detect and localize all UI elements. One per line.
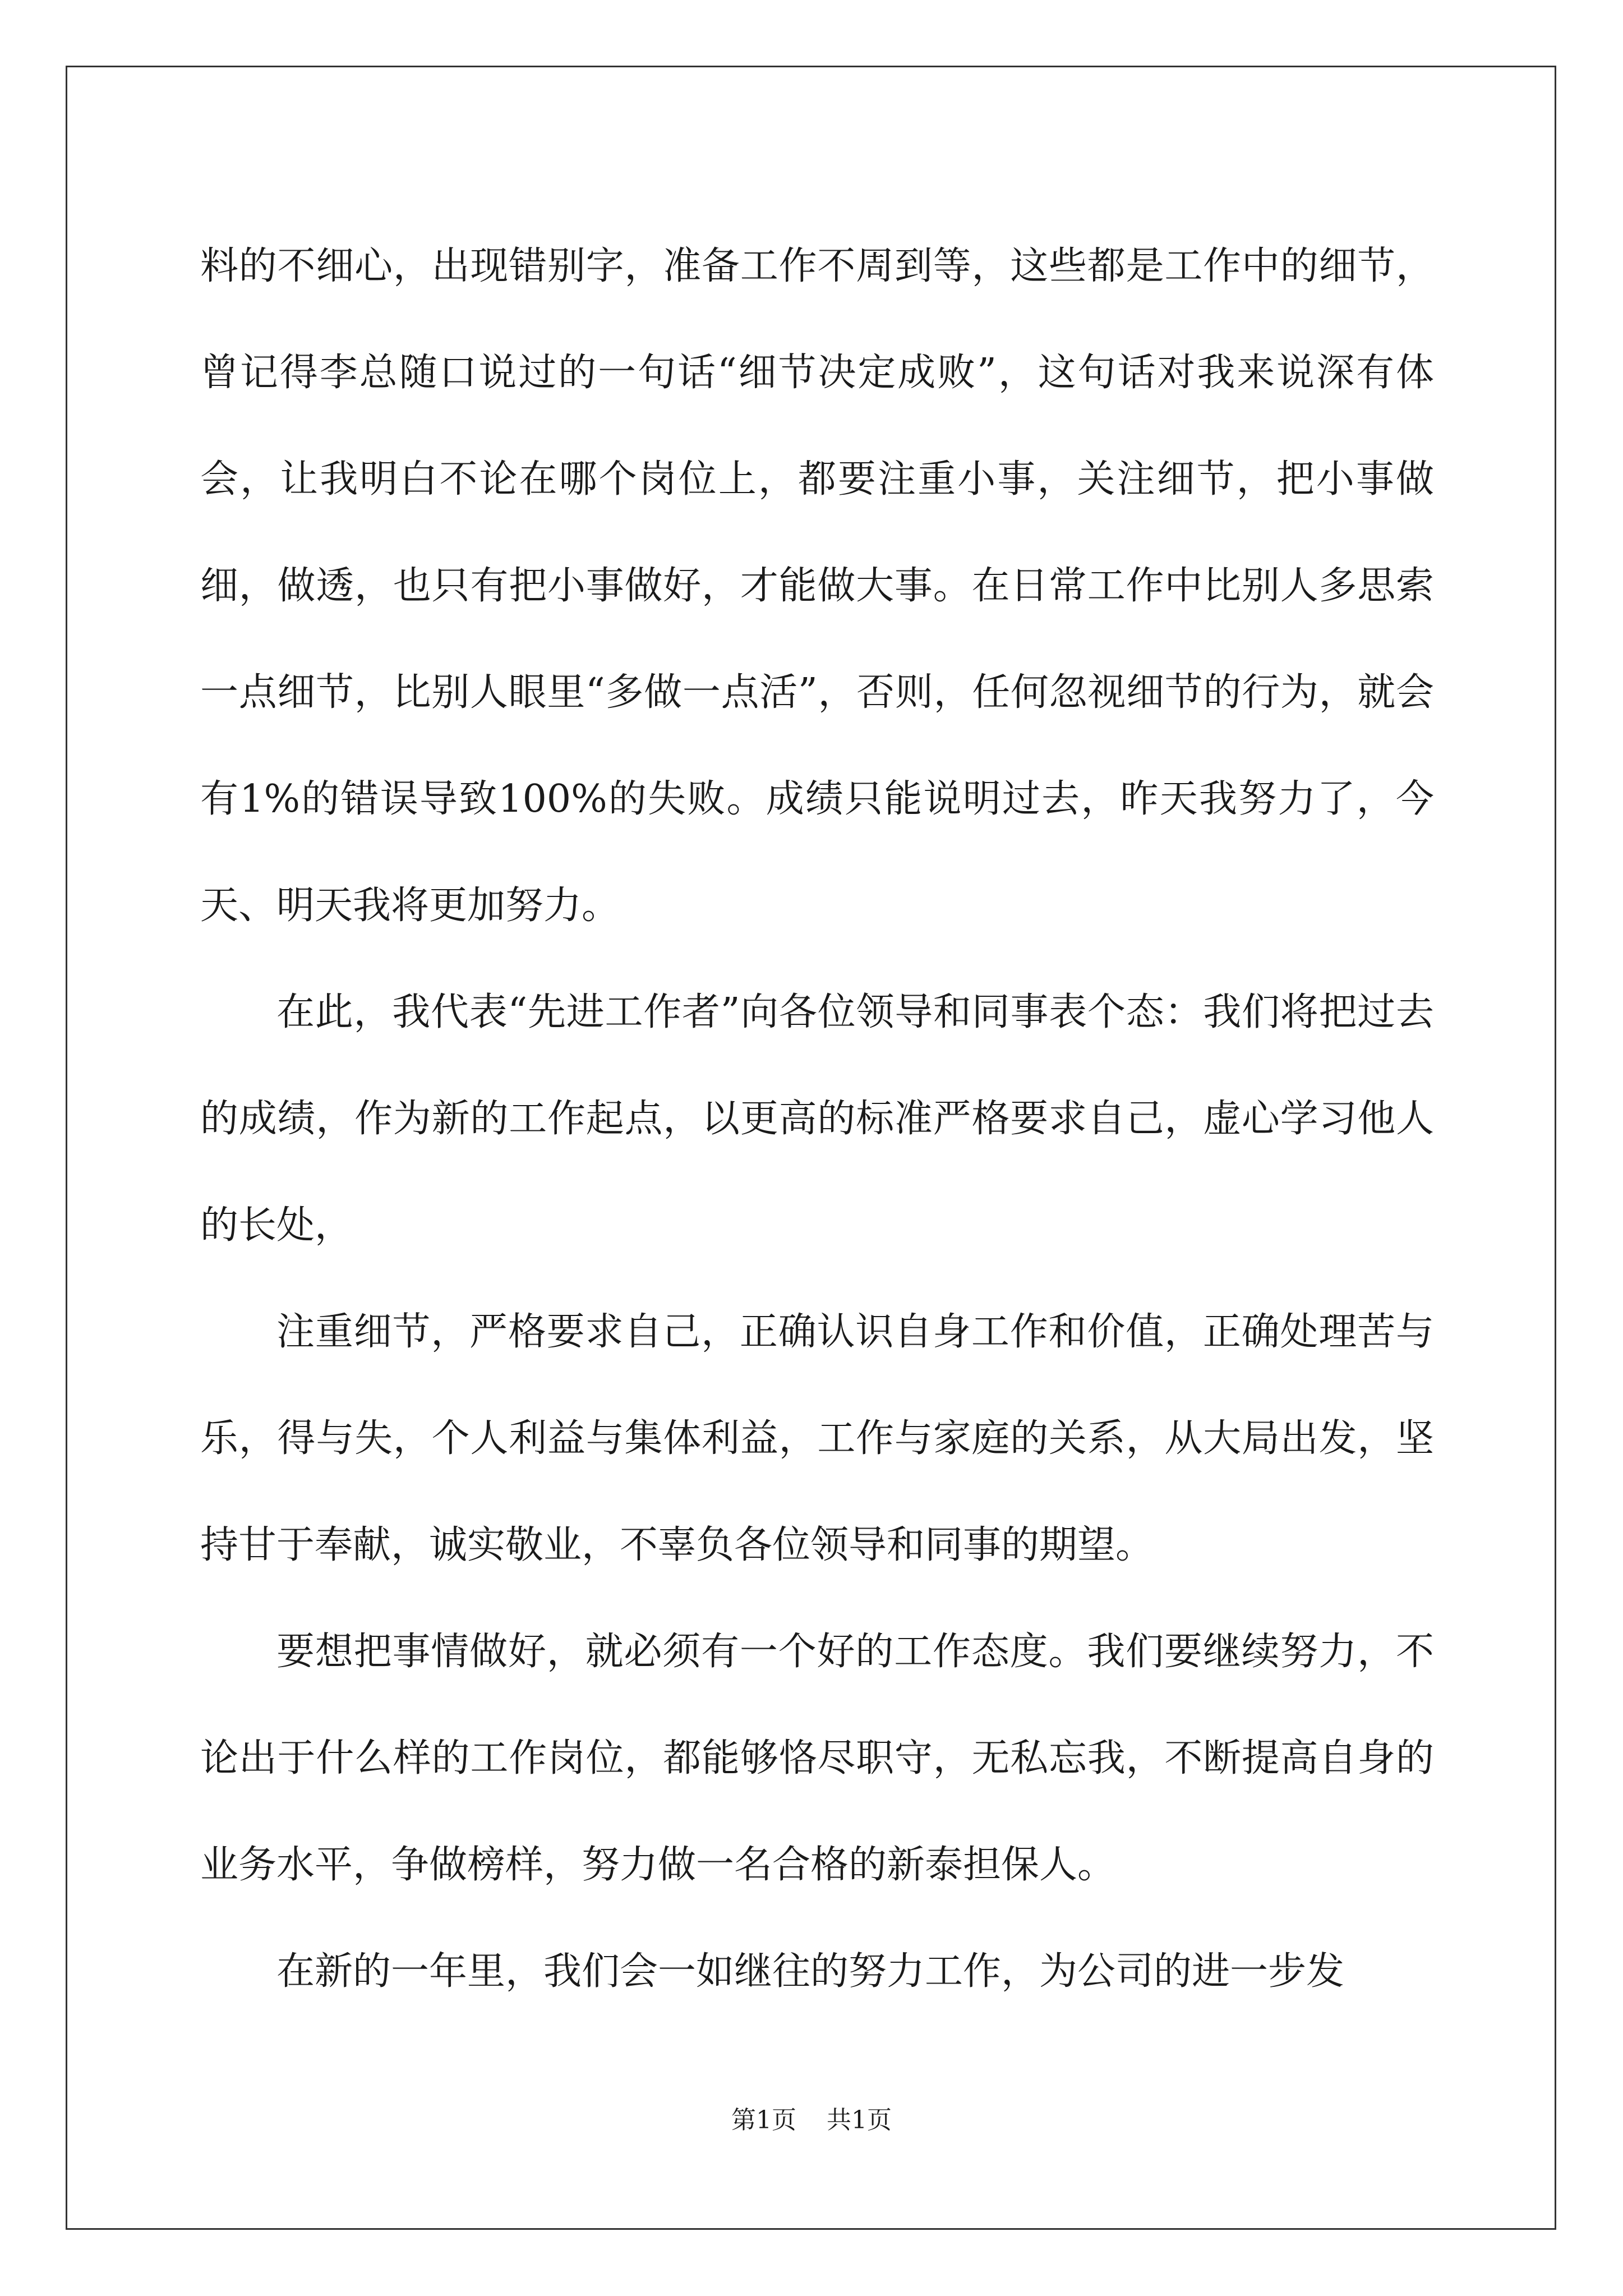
page-footer [0,2104,1623,2137]
paragraph-1: 料的不细心，出现错别字，准备工作不周到等，这些都是工作中的细节，曾记得李总随口说过的一句话“细节决定成败”，这句话对我来说深有体会，让我明白不论在哪个岗位上，都要注重小事，关注细节，把小事做细，做透，也只有把小事做好，才能做大事。在日常工作中比别人多思索一点细节，比别人眼里“多做一点活”，否则，任何忽视细节的行为，就会有1%的错误导致100%的失败。成绩只能说明过去，昨天我努力了，今天、明天我将更加努力。 [200,244,1434,928]
page-number-current: 第1页 [731,2106,796,2134]
paragraph-3: 注重细节，严格要求自己，正确认识自身工作和价值，正确处理苦与乐，得与失，个人利益与集体利益，工作与家庭的关系，从大局出发，坚持甘于奉献，诚实敬业，不辜负各位领导和同事的期望。 [200,1310,1434,1567]
paragraph-5: 在新的一年里，我们会一如继往的努力工作，为公司的进一步发 [276,1949,1345,1994]
paragraph-4: 要想把事情做好，就必须有一个好的工作态度。我们要继续努力，不论出于什么样的工作岗位，都能够恪尽职守，无私忘我，不断提高自身的业务水平，争做榜样，努力做一名合格的新泰担保人。 [200,1630,1434,1887]
paragraph-2: 在此，我代表“先进工作者”向各位领导和同事表个态：我们将把过去的成绩，作为新的工作起点，以更高的标准严格要求自己，虚心学习他人的长处， [200,990,1434,1248]
document-body [200,213,1434,2025]
page-number-total: 共1页 [827,2106,892,2134]
